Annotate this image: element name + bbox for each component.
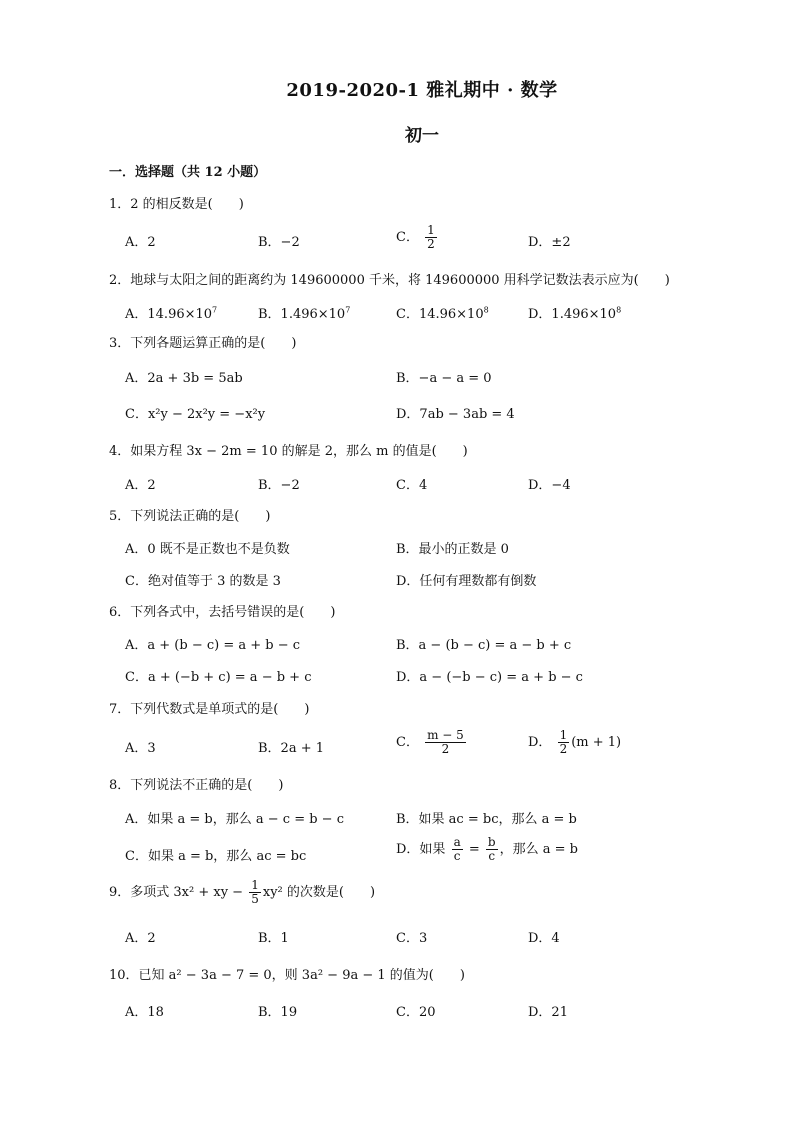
fraction-denominator: 5 (251, 892, 259, 906)
q10-option-d: D．21 (528, 1005, 568, 1020)
fraction-numerator: b (487, 835, 496, 849)
q9-option-b: B．1 (258, 931, 289, 946)
q6-option-b: B．a − (b − c) = a − b + c (396, 638, 572, 653)
q8-option-d-label: D．如果 (396, 842, 446, 857)
q9-stem-post: xy² 的次数是( ) (262, 885, 376, 900)
q2-option-b-exponent: 7 (345, 305, 351, 315)
q10-option-a: A．18 (125, 1005, 164, 1020)
question-5: 5．下列说法正确的是( ) (109, 509, 271, 524)
fraction-denominator: 2 (559, 742, 568, 756)
question-1: 1．2 的相反数是( ) (109, 197, 244, 212)
q4-option-b: B．−2 (258, 478, 300, 493)
equals-sign: = (468, 842, 480, 857)
fraction-numerator: 1 (251, 878, 259, 892)
q5-option-a: A．0 既不是正数也不是负数 (125, 542, 290, 557)
question-10: 10．已知 a² − 3a − 7 = 0，则 3a² − 9a − 1 的值为( ) (109, 968, 465, 983)
fraction-denominator: 2 (441, 742, 450, 756)
q3-option-b: B．−a − a = 0 (396, 371, 492, 386)
question-8: 8．下列说法不正确的是( ) (109, 778, 284, 793)
fraction-numerator: a (453, 835, 461, 849)
q1-option-b: B．−2 (258, 235, 300, 250)
q10-option-c: C．20 (396, 1005, 436, 1020)
question-6: 6．下列各式中，去括号错误的是( ) (109, 605, 336, 620)
q10-option-b: B．19 (258, 1005, 298, 1020)
q8-option-a: A．如果 a = b，那么 a − c = b − c (125, 812, 344, 827)
q2-option-d (528, 303, 621, 322)
q5-option-b: B．最小的正数是 0 (396, 542, 509, 557)
fraction-numerator: 1 (559, 728, 568, 742)
q2-option-c (396, 303, 489, 322)
q1-option-c-label: C． (396, 230, 419, 245)
page-title: 2019-2020-1 雅礼期中 · 数学 (286, 80, 558, 101)
q6-option-d: D．a − (−b − c) = a + b − c (396, 670, 583, 685)
q1-option-c-fraction (425, 224, 437, 251)
q7-option-c (396, 729, 468, 756)
q7-option-a: A．3 (125, 741, 156, 756)
q2-option-c-exponent: 8 (483, 305, 489, 315)
q2-option-b (258, 303, 350, 322)
q1-option-d: D．±2 (528, 235, 571, 250)
q7-option-c-fraction (425, 729, 466, 756)
q4-option-a: A．2 (125, 478, 156, 493)
q9-stem-pre: 9．多项式 3x² + xy − (109, 885, 244, 900)
q2-option-d-label: D．1.496×10 (528, 307, 617, 322)
page-subtitle: 初一 (405, 126, 439, 146)
question-4: 4．如果方程 3x − 2m = 10 的解是 2，那么 m 的值是( ) (109, 444, 468, 459)
q9-fraction (249, 879, 261, 906)
q7-option-d-label: D． (528, 735, 552, 750)
q1-option-c (396, 224, 439, 251)
q5-option-d: D．任何有理数都有倒数 (396, 574, 537, 589)
q2-option-c-label: C．14.96×10 (396, 307, 484, 322)
q9-option-a: A．2 (125, 931, 156, 946)
q7-option-d (528, 729, 621, 756)
q5-option-c: C．绝对值等于 3 的数是 3 (125, 574, 281, 589)
q2-option-d-exponent: 8 (616, 305, 622, 315)
fraction-denominator: c (488, 849, 496, 863)
q8-option-d-tail: ，那么 a = b (499, 842, 578, 857)
q2-option-a-label: A．14.96×10 (125, 307, 213, 322)
q4-option-d: D．−4 (528, 478, 571, 493)
q3-option-c: C．x²y − 2x²y = −x²y (125, 407, 266, 422)
question-3: 3．下列各题运算正确的是( ) (109, 336, 297, 351)
q7-option-d-tail: (m + 1) (571, 735, 622, 750)
q4-option-c: C．4 (396, 478, 428, 493)
q2-option-b-label: B．1.496×10 (258, 307, 346, 322)
q7-option-c-label: C． (396, 735, 419, 750)
fraction-denominator: 2 (427, 237, 435, 251)
q7-option-b: B．2a + 1 (258, 741, 325, 756)
q8-option-d-fraction-left (452, 836, 463, 863)
q3-option-a: A．2a + 3b = 5ab (125, 371, 243, 386)
q6-option-a: A．a + (b − c) = a + b − c (125, 638, 301, 653)
question-7: 7．下列代数式是单项式的是( ) (109, 702, 310, 717)
q2-option-a-exponent: 7 (212, 305, 218, 315)
q9-option-c: C．3 (396, 931, 428, 946)
fraction-numerator: m − 5 (427, 728, 464, 742)
q7-option-d-fraction (558, 729, 570, 756)
section-heading: 一．选择题（共 12 小题） (109, 165, 267, 180)
q3-option-d: D．7ab − 3ab = 4 (396, 407, 515, 422)
q2-option-a (125, 303, 217, 322)
q6-option-c: C．a + (−b + c) = a − b + c (125, 670, 312, 685)
fraction-numerator: 1 (427, 223, 435, 237)
q8-option-b: B．如果 ac = bc，那么 a = b (396, 812, 577, 827)
q9-option-d: D．4 (528, 931, 560, 946)
fraction-denominator: c (453, 849, 461, 863)
q1-option-a: A．2 (125, 235, 156, 250)
question-9 (109, 879, 375, 906)
q8-option-c: C．如果 a = b，那么 ac = bc (125, 849, 307, 864)
question-2: 2．地球与太阳之间的距离约为 149600000 千米，将 149600000 用科学记数法表示应为( ) (109, 273, 670, 288)
q8-option-d-fraction-right (486, 836, 498, 863)
q8-option-d (396, 836, 578, 863)
